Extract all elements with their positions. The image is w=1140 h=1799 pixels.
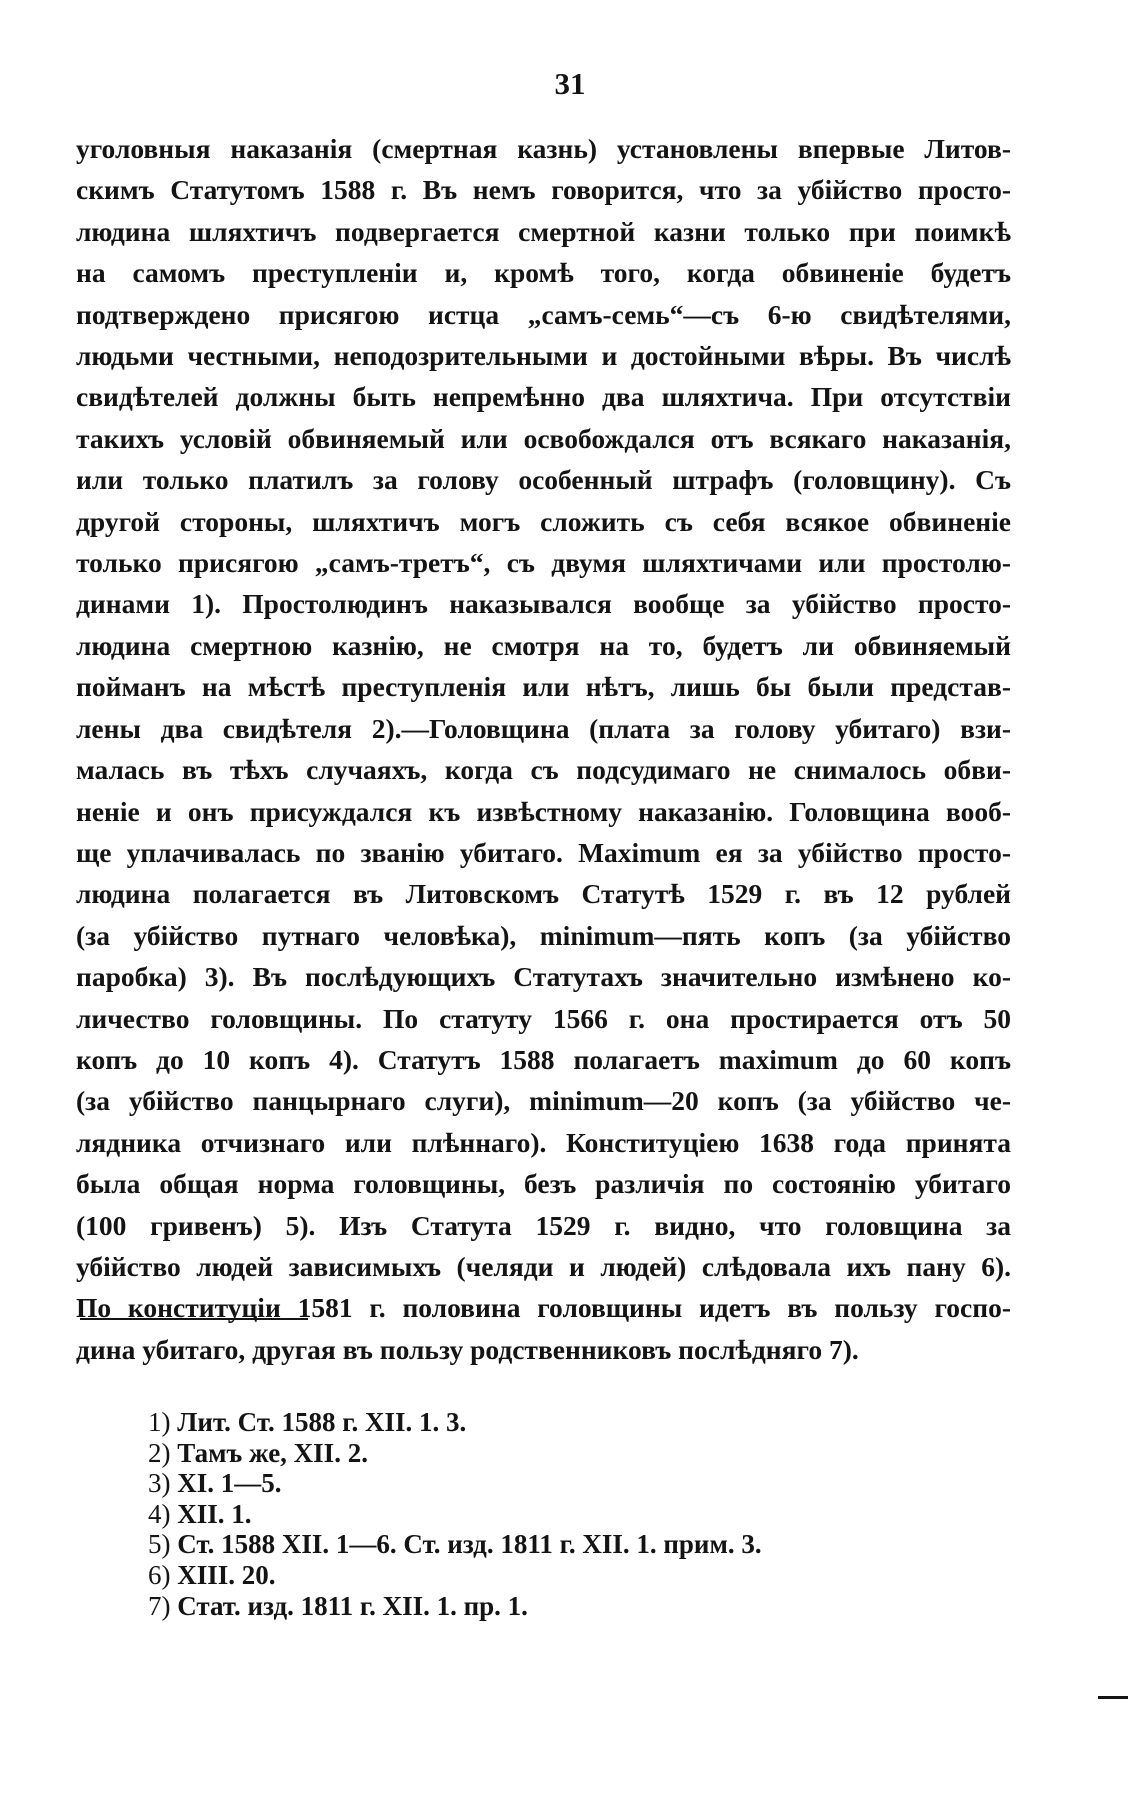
body-line: неніе и онъ присуждался къ извѣстному наказанію. Головщина вооб- — [76, 795, 1011, 827]
body-line: ще уплачивалась по званію убитаго. Maximum ея за убійство просто- — [76, 836, 1011, 868]
body-line: такихъ условій обвиняемый или освобождался отъ всякаго наказанія, — [76, 422, 1011, 454]
footnote-text: Стат. изд. 1811 г. XII. 1. пр. 1. — [177, 1590, 528, 1621]
body-line: на самомъ преступленіи и, кромѣ того, когда обвиненіе будетъ — [76, 257, 1011, 289]
body-line: (за убійство путнаго человѣка), minimum—пять копъ (за убійство — [76, 919, 1011, 951]
footnote-text: XIII. 20. — [177, 1559, 276, 1590]
body-text — [76, 128, 1011, 1370]
footnote — [148, 1560, 1008, 1591]
body-line: копъ до 10 копъ 4). Статутъ 1588 полагаетъ maximum до 60 копъ — [76, 1043, 1011, 1075]
body-line: По конституціи 1581 г. половина головщины идетъ въ пользу госпо- — [76, 1292, 1011, 1324]
body-line: людина шляхтичъ подвергается смертной казни только при поимкѣ — [76, 215, 1011, 247]
footnote — [148, 1591, 1008, 1622]
footnote-divider — [80, 1318, 308, 1320]
body-line: людьми честными, неподозрительными и достойными вѣры. Въ числѣ — [76, 340, 1011, 372]
body-line: свидѣтелей должны быть непремѣнно два шляхтича. При отсутствіи — [76, 381, 1011, 413]
footnote-text: Ст. 1588 XII. 1—6. Ст. изд. 1811 г. XII. 1. прим. 3. — [177, 1529, 762, 1560]
body-line: только присягою „самъ-третъ“, съ двумя шляхтичами или простолю- — [76, 547, 1011, 579]
body-line: пойманъ на мѣстѣ преступленія или нѣтъ, лишь бы были представ- — [76, 671, 1011, 703]
body-line: малась въ тѣхъ случаяхъ, когда съ подсудимаго не снималось обви- — [76, 754, 1011, 786]
footnote-text: XII. 1. — [177, 1498, 252, 1529]
body-line: дина убитаго, другая въ пользу родственниковъ послѣдняго 7). — [76, 1333, 859, 1365]
body-line: другой стороны, шляхтичъ могъ сложить съ себя всякое обвиненіе — [76, 505, 1011, 537]
body-line: людина смертною казнію, не смотря на то, будетъ ли обвиняемый — [76, 629, 1011, 661]
footnote — [148, 1529, 1008, 1560]
footnote-text: XI. 1—5. — [177, 1468, 282, 1499]
footnote-marker: 2) — [148, 1437, 171, 1468]
footnote — [148, 1438, 1008, 1469]
footnote-marker: 1) — [148, 1407, 171, 1437]
body-line: уголовныя наказанія (смертная казнь) установлены впервые Литов- — [76, 133, 1011, 164]
body-line: подтверждено присягою истца „самъ-семь“—съ 6-ю свидѣтелями, — [76, 298, 1011, 330]
body-line: людина полагается въ Литовскомъ Статутѣ 1529 г. въ 12 рублей — [76, 878, 1011, 910]
body-line: (за убійство панцырнаго слуги), minimum—20 копъ (за убійство че- — [76, 1085, 1011, 1117]
body-line: динами 1). Простолюдинъ наказывался вообще за убійство просто- — [76, 588, 1011, 620]
body-line: личество головщины. По статуту 1566 г. она простирается отъ 50 — [76, 1002, 1011, 1034]
footnote-marker: 7) — [148, 1590, 171, 1621]
page-number: 31 — [554, 66, 586, 101]
footnote-marker: 3) — [148, 1468, 171, 1499]
margin-scan-mark — [1098, 1696, 1128, 1699]
footnote — [148, 1499, 1008, 1530]
footnote-marker: 5) — [148, 1529, 171, 1560]
footnote — [148, 1407, 1008, 1438]
footnotes — [148, 1407, 1008, 1621]
body-line: скимъ Статутомъ 1588 г. Въ немъ говорится, что за убійство просто- — [76, 174, 1011, 206]
footnote-marker: 6) — [148, 1559, 171, 1590]
body-line: убійство людей зависимыхъ (челяди и людей) слѣдовала ихъ пану 6). — [76, 1250, 1011, 1282]
body-line: лены два свидѣтеля 2).—Головщина (плата за голову убитаго) взи- — [76, 712, 1011, 744]
footnote-marker: 4) — [148, 1498, 171, 1529]
footnote-text: Лит. Ст. 1588 г. XII. 1. 3. — [177, 1407, 467, 1437]
body-line: паробка) 3). Въ послѣдующихъ Статутахъ значительно измѣнено ко- — [76, 961, 1011, 993]
body-line: лядника отчизнаго или плѣннаго). Конституціею 1638 года принята — [76, 1126, 1011, 1158]
body-line: (100 гривенъ) 5). Изъ Статута 1529 г. видно, что головщина за — [76, 1209, 1011, 1241]
body-line: или только платилъ за голову особенный штрафъ (головщину). Съ — [76, 464, 1011, 496]
footnote-text: Тамъ же, XII. 2. — [177, 1437, 368, 1468]
footnote — [148, 1468, 1008, 1499]
body-line: была общая норма головщины, безъ различія по состоянію убитаго — [76, 1168, 1011, 1200]
